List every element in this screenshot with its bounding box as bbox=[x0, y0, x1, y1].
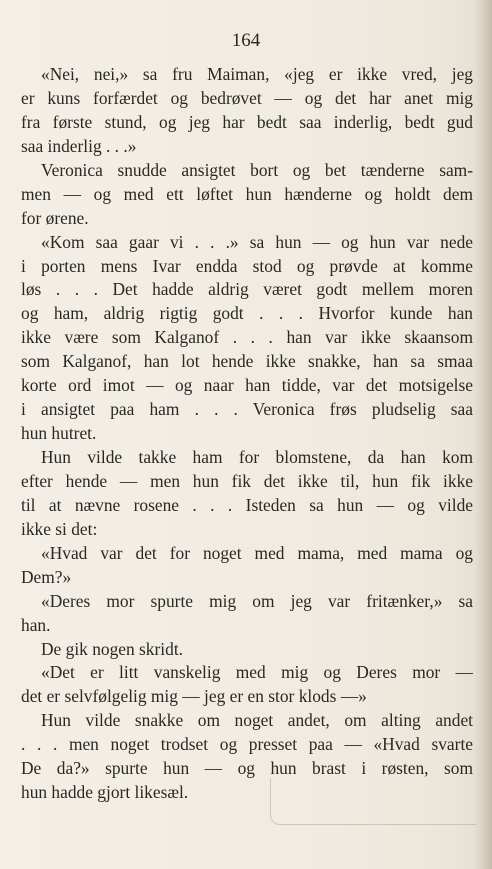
text-line: til at nævne rosene . . . Isteden sa hun — og vilde bbox=[21, 494, 473, 515]
text-line: som Kalganof, han lot hende ikke snakke, han sa smaa bbox=[21, 351, 473, 372]
text-line: Veronica snudde ansigtet bort og bet tænderne sam- bbox=[41, 159, 473, 180]
text-line: og ham, aldrig rigtig godt . . . Hvorfor kunde han bbox=[21, 303, 473, 324]
text-line: «Hvad var det for noget med mama, med mama og bbox=[41, 542, 473, 563]
library-stamp-outline bbox=[270, 778, 476, 825]
text-line: for ørene. bbox=[21, 207, 89, 228]
text-line: Hun vilde takke ham for blomstene, da han kom bbox=[41, 447, 473, 467]
text-line: løs . . . Det hadde aldrig været godt mellem moren bbox=[21, 279, 473, 300]
text-line: De da?» spurte hun — og hun brast i røsten, som bbox=[21, 758, 473, 779]
text-line: i porten mens Ivar endda stod og prøvde at komme bbox=[21, 255, 473, 276]
text-line: De gik nogen skridt. bbox=[41, 638, 184, 659]
text-line: ikke si det: bbox=[21, 518, 98, 539]
text-line: «Kom saa gaar vi . . .» sa hun — og hun var nede bbox=[41, 231, 473, 252]
text-line: i ansigtet paa ham . . . Veronica frøs pludselig saa bbox=[21, 399, 473, 420]
text-line: hun hadde gjort likesæl. bbox=[21, 782, 189, 803]
text-line: fra første stund, og jeg har bedt saa inderlig, bedt gud bbox=[21, 111, 473, 132]
text-line: . . . men noget trodset og presset paa — «Hvad svarte bbox=[21, 734, 473, 755]
text-line: Dem?» bbox=[21, 566, 72, 587]
text-line: «Deres mor spurte mig om jeg var fritænker,» sa bbox=[41, 590, 473, 611]
body-text bbox=[21, 63, 473, 805]
text-line: Hun vilde snakke om noget andet, om alting andet bbox=[41, 710, 473, 731]
text-line: «Nei, nei,» sa fru Maiman, «jeg er ikke vred, jeg bbox=[41, 64, 473, 84]
text-line: men — og med ett løftet hun hænderne og holdt dem bbox=[21, 183, 473, 204]
text-line: ikke være som Kalganof . . . han var ikke skaansom bbox=[21, 327, 473, 348]
text-line: korte ord imot — og naar han tidde, var det motsigelse bbox=[21, 375, 473, 396]
text-line: hun hutret. bbox=[21, 423, 97, 444]
page-spine-shadow bbox=[474, 0, 492, 869]
text-line: det er selvfølgelig mig — jeg er en stor klods —» bbox=[21, 686, 367, 707]
text-line: efter hende — men hun fik det ikke til, hun fik ikke bbox=[21, 470, 473, 491]
text-line: saa inderlig . . .» bbox=[21, 135, 137, 156]
text-line: «Det er litt vanskelig med mig og Deres mor — bbox=[41, 662, 473, 683]
page-number: 164 bbox=[231, 30, 261, 51]
text-line: han. bbox=[21, 614, 51, 635]
text-line: er kuns forfærdet og bedrøvet — og det har anet mig bbox=[21, 87, 473, 108]
